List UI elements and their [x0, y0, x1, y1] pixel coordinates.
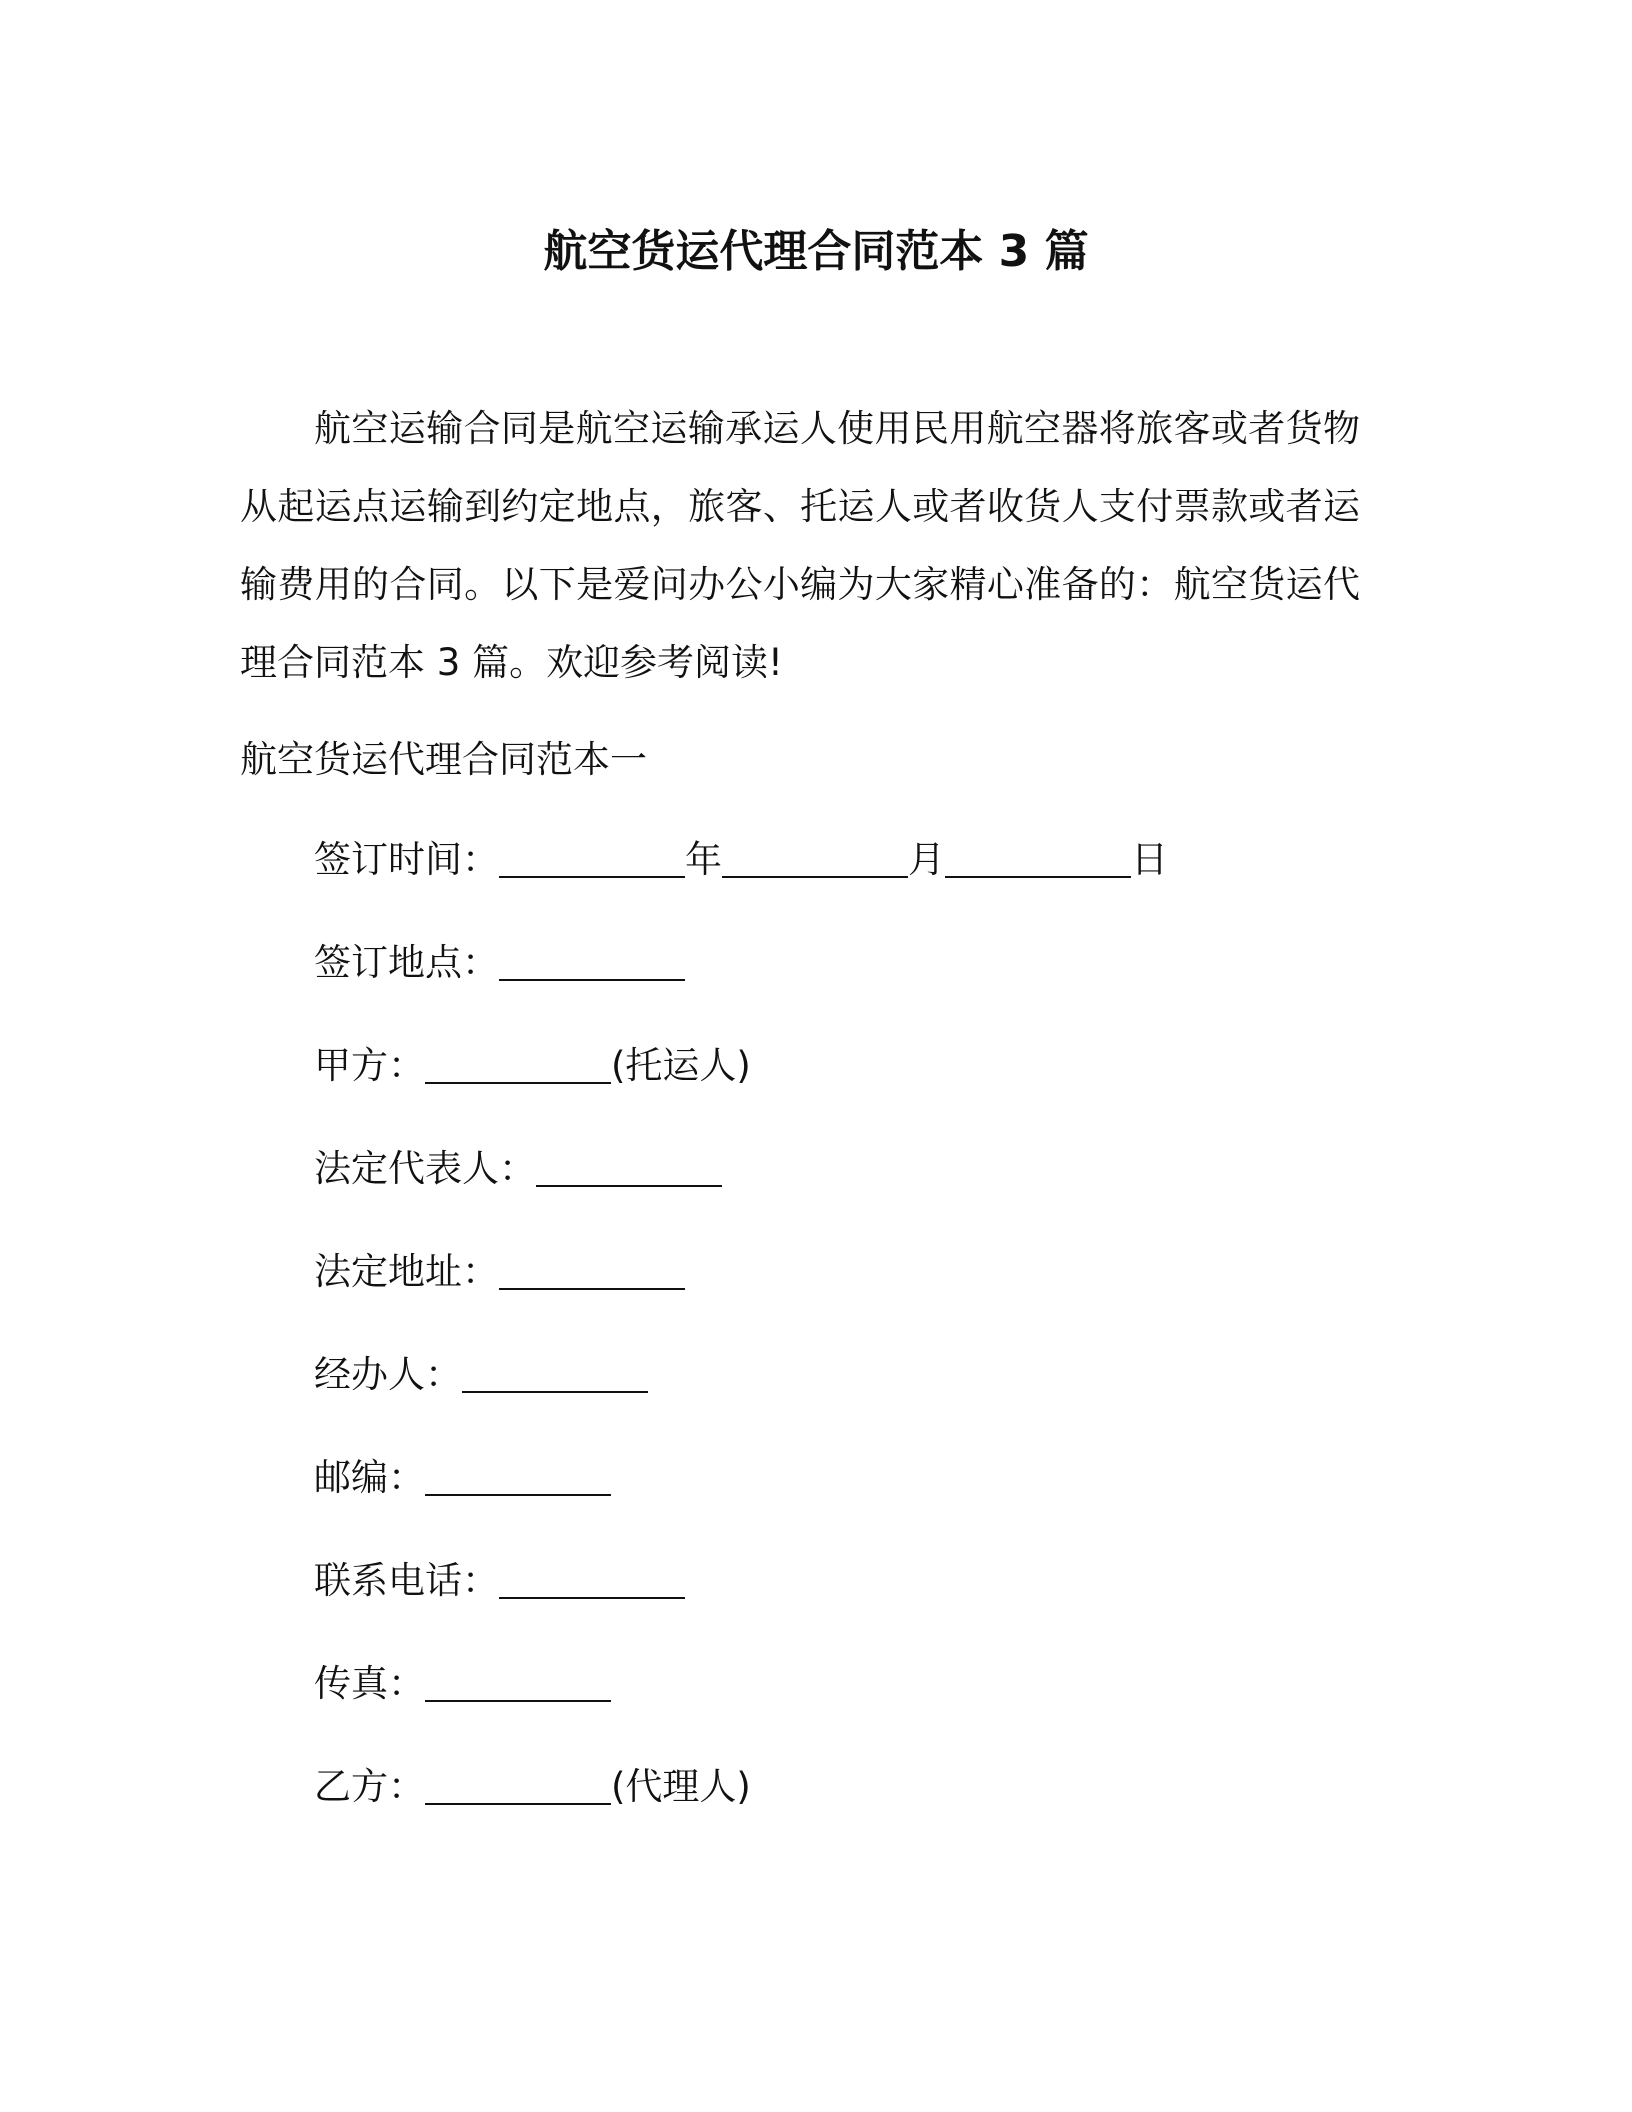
month-blank — [722, 836, 908, 878]
sign-place-label: 签订地点： — [314, 941, 499, 984]
year-label: 年 — [685, 838, 722, 881]
party-a-role: (托运人) — [611, 1044, 751, 1087]
party-a-blank — [425, 1042, 611, 1084]
year-blank — [499, 836, 685, 878]
document-title: 航空货运代理合同范本 3 篇 — [543, 226, 1089, 277]
fax-blank — [425, 1660, 611, 1702]
month-label: 月 — [908, 838, 945, 881]
legal-rep-blank — [536, 1145, 722, 1187]
legal-address-label: 法定地址： — [314, 1250, 499, 1293]
sign-place-blank — [499, 939, 685, 981]
legal-address-blank — [499, 1248, 685, 1290]
party-a-row — [314, 1036, 751, 1096]
party-b-blank — [425, 1763, 611, 1805]
legal-rep-row — [314, 1139, 722, 1199]
handler-blank — [462, 1351, 648, 1393]
legal-rep-label: 法定代表人： — [314, 1147, 536, 1190]
day-label: 日 — [1131, 838, 1168, 881]
postcode-blank — [425, 1454, 611, 1496]
postcode-row — [314, 1448, 611, 1508]
day-blank — [945, 836, 1131, 878]
postcode-label: 邮编： — [314, 1456, 425, 1499]
handler-row — [314, 1345, 648, 1405]
intro-paragraph: 航空运输合同是航空运输承运人使用民用航空器将旅客或者货物从起运点运输到约定地点，旅客、托运人或者收货人支付票款或者运输费用的合同。以下是爱问办公小编为大家精心准备的：航空货运代理合同范本 3 篇。欢迎参考阅读! — [240, 407, 1360, 684]
phone-row — [314, 1551, 685, 1611]
party-b-row — [314, 1757, 751, 1817]
section-heading: 航空货运代理合同范本一 — [240, 738, 647, 781]
fax-row — [314, 1654, 611, 1714]
party-b-role: (代理人) — [611, 1765, 751, 1808]
phone-blank — [499, 1557, 685, 1599]
sign-place-row — [314, 933, 685, 993]
sign-time-label: 签订时间： — [314, 838, 499, 881]
party-b-label: 乙方： — [314, 1765, 425, 1808]
fax-label: 传真： — [314, 1662, 425, 1705]
legal-address-row — [314, 1242, 685, 1302]
phone-label: 联系电话： — [314, 1559, 499, 1602]
party-a-label: 甲方： — [314, 1044, 425, 1087]
sign-time-row — [314, 830, 1168, 890]
handler-label: 经办人： — [314, 1353, 462, 1396]
